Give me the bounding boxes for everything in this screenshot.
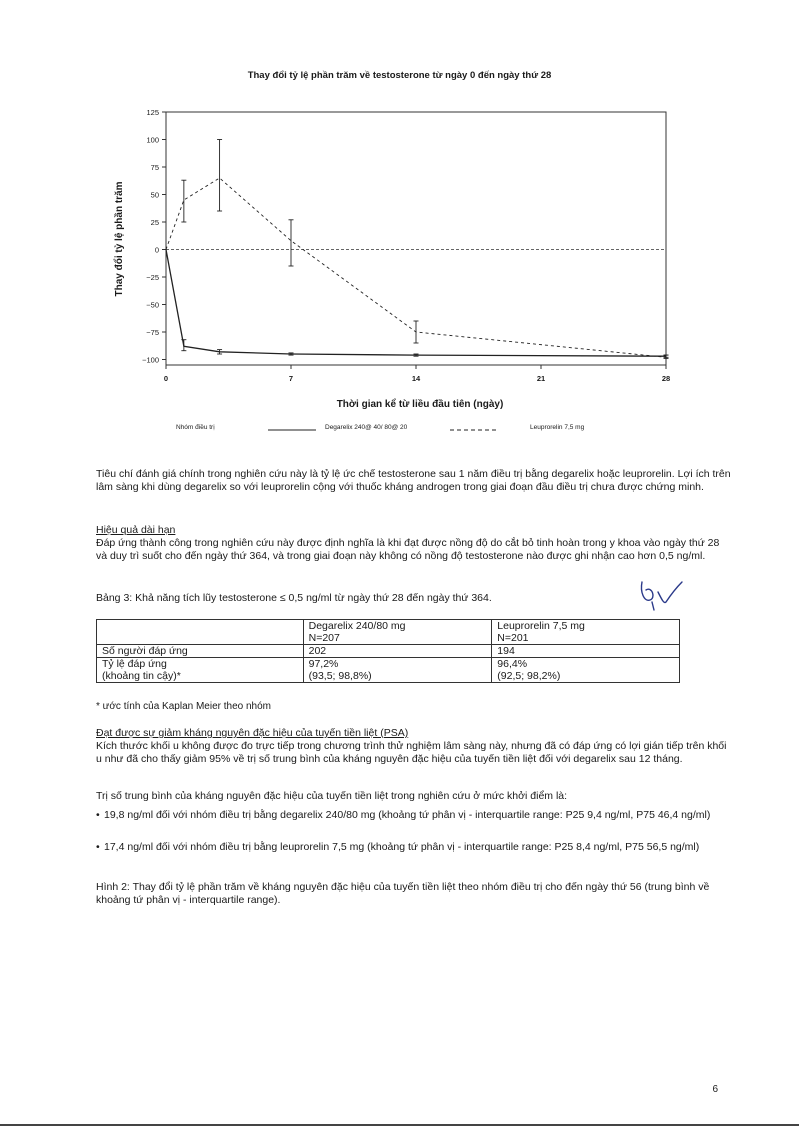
heading-psa: Đạt được sự giảm kháng nguyên đặc hiệu của tuyến tiền liệt (PSA) (96, 727, 409, 739)
y-tick-label: 125 (146, 108, 159, 117)
bullet-list (96, 809, 732, 822)
y-tick-label: 25 (150, 218, 159, 227)
bottom-rule (0, 1124, 799, 1126)
y-axis (142, 108, 166, 365)
paragraph-baseline-psa: Trị số trung bình của kháng nguyên đặc hiệu của tuyến tiền liệt trong nghiên cứu ở mức khởi điểm là: (96, 790, 568, 802)
x-tick-label: 21 (536, 374, 546, 383)
series-2 (166, 140, 669, 359)
table-cell: 97,2% (93,5; 98,8%) (303, 658, 492, 683)
x-tick-label: 7 (288, 374, 294, 383)
header-cell-empty (97, 620, 304, 645)
list-item-degarelix: • 19,8 ng/ml đối với nhóm điều trị bằng degarelix 240/80 mg (khoảng tứ phân vị - interquartile range: P25 9,4 ng/ml, P75 46,4 ng/ml) (96, 809, 732, 822)
header-cell-leuprorelin: Leuprorelin 7,5 mg N=201 (492, 620, 680, 645)
y-axis-label: Thay đổi tỷ lệ phần trăm (114, 181, 125, 297)
x-tick-label: 0 (163, 374, 169, 383)
legend-leuprorelin: Leuprorelin 7,5 mg (530, 424, 585, 431)
table-footnote: * ước tính của Kaplan Meier theo nhóm (96, 701, 272, 712)
table-row (97, 645, 680, 658)
y-tick-label: −50 (146, 300, 159, 310)
y-tick-label: 75 (150, 163, 159, 172)
page-number: 6 (712, 1084, 718, 1095)
legend-title: Nhóm điều trị (176, 424, 215, 431)
table-cell: 194 (492, 645, 680, 658)
series-1 (166, 250, 669, 358)
x-axis-label: Thời gian kể từ liều đầu tiên (ngày) (336, 399, 504, 410)
header-cell-degarelix: Degarelix 240/80 mg N=207 (303, 620, 492, 645)
figure-title: Thay đổi tỷ lệ phần trăm về testosterone từ ngày 0 đến ngày thứ 28 (247, 70, 552, 81)
psa-section (96, 727, 732, 766)
table-cell: Số người đáp ứng (97, 645, 304, 658)
heading-longterm-efficacy: Hiệu quả dài hạn (96, 524, 176, 536)
table-cell: 96,4% (92,5; 98,2%) (492, 658, 680, 683)
x-tick-label: 28 (661, 374, 671, 383)
intro-paragraph (96, 468, 732, 494)
longterm-section (96, 524, 732, 563)
list-item-leuprorelin: • 17,4 ng/ml đối với nhóm điều trị bằng leuprorelin 7,5 mg (khoảng tứ phân vị - interquartile range: P25 8,4 ng/ml, P75 56,5 ng/ml) (96, 841, 732, 854)
testosterone-chart (100, 100, 680, 420)
x-axis (164, 365, 670, 383)
y-tick-label: −100 (142, 355, 159, 365)
y-tick-label: −75 (146, 328, 159, 337)
response-table (96, 619, 680, 683)
paragraph-primary-endpoint: Tiêu chí đánh giá chính trong nghiên cứu này là tỷ lệ ức chế testosterone sau 1 năm điều trị bằng degarelix hoặc leuprorelin. Lợi ích trên lâm sàng khi dùng degarelix so với leuprorelin cộng với thuốc kháng androgen trong giai đoạn đầu điều trị chưa được chứng minh. (96, 468, 731, 493)
paragraph-longterm: Đáp ứng thành công trong nghiên cứu này được định nghĩa là khi đạt được nồng độ do cắt bỏ tinh hoàn trong y khoa vào ngày thứ 28 và duy trì suốt cho đến ngày thứ 364, và trong giai đoạn này không có nồng độ testosterone nào được ghi nhận cao hơn 0,5 ng/ml. (96, 537, 720, 562)
paragraph-psa: Kích thước khối u không được đo trực tiếp trong chương trình thử nghiệm lâm sàng này, nhưng đã có đáp ứng có lợi gián tiếp trên khối u như đã cho thấy giảm 95% về trị số trung bình của kháng nguyên đặc hiệu của tuyến tiền liệt đối với degarelix sau 12 tháng. (96, 740, 727, 765)
table-cell: 202 (303, 645, 492, 658)
y-tick-label: 0 (154, 245, 159, 255)
table-row (97, 658, 680, 683)
x-tick-label: 14 (411, 374, 421, 383)
y-tick-label: −25 (146, 273, 159, 282)
table-cell: Tỷ lệ đáp ứng (khoảng tin cậy)* (97, 658, 304, 683)
y-tick-label: 100 (146, 135, 159, 145)
bullet-list-2 (96, 841, 732, 854)
legend-solid-swatch (268, 428, 318, 432)
series-group (166, 140, 669, 359)
handwritten-signature (636, 578, 686, 614)
legend-degarelix: Degarelix 240@ 40/ 80@ 20 (325, 424, 408, 431)
y-tick-label: 50 (150, 190, 159, 200)
figure2-caption: Hình 2: Thay đổi tỷ lệ phần trăm về kháng nguyên đặc hiệu của tuyến tiền liệt theo nhóm điều trị cho đến ngày thứ 56 (trung bình về khoảng tứ phân vị - interquartile range). (96, 881, 710, 906)
table-header-row (97, 620, 680, 645)
table-caption: Bảng 3: Khả năng tích lũy testosterone ≤ 0,5 ng/ml từ ngày thứ 28 đến ngày thứ 364. (96, 592, 492, 604)
legend-dashed-swatch (450, 428, 500, 432)
